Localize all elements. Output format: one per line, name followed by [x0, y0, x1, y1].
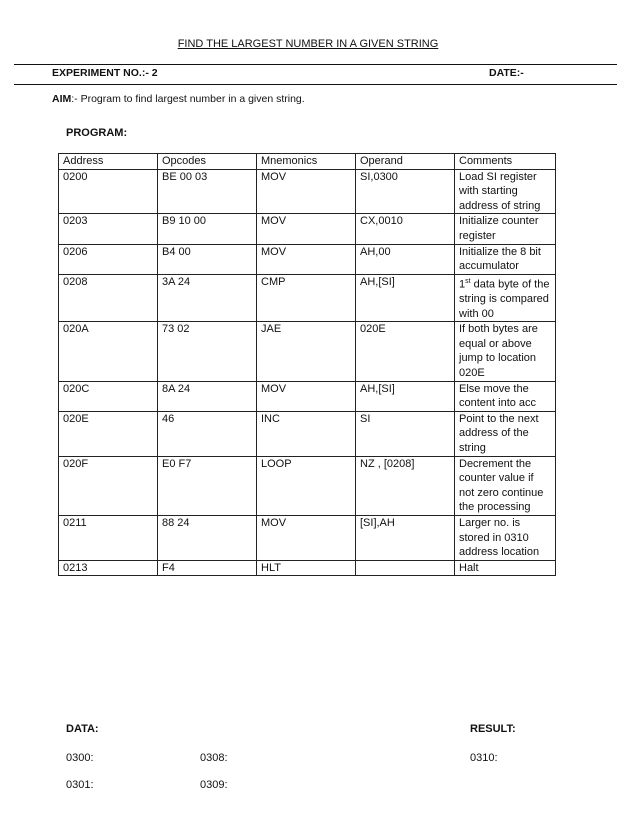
operand-cell: AH,[SI]: [356, 381, 455, 411]
mnemonic-cell: JAE: [257, 322, 356, 381]
mnemonic-cell: MOV: [257, 515, 356, 560]
aim-text: :- Program to find largest number in a given string.: [71, 93, 305, 105]
address-cell: 0211: [59, 515, 158, 560]
mnemonic-cell: MOV: [257, 214, 356, 244]
ordinal-suffix: st: [465, 277, 471, 285]
experiment-header: [52, 67, 622, 79]
comment-cell: Initialize counter register: [455, 214, 556, 244]
opcode-cell: 73 02: [158, 322, 257, 381]
ordinal-number: 1: [459, 278, 466, 291]
operand-cell: SI,0300: [356, 169, 455, 214]
opcode-cell: 46: [158, 411, 257, 456]
comment-cell: Halt: [455, 560, 556, 576]
mnemonic-cell: CMP: [257, 274, 356, 321]
table-row: [59, 244, 556, 274]
operand-cell: AH,00: [356, 244, 455, 274]
address-cell: 020E: [59, 411, 158, 456]
data-heading: DATA:: [66, 723, 99, 735]
address-cell: 0203: [59, 214, 158, 244]
address-cell: 0208: [59, 274, 158, 321]
operand-cell: [SI],AH: [356, 515, 455, 560]
table-row: [59, 560, 556, 576]
mnemonic-cell: INC: [257, 411, 356, 456]
table-row: [59, 274, 556, 321]
experiment-number: EXPERIMENT NO.:- 2: [52, 67, 158, 79]
program-heading: PROGRAM:: [66, 127, 128, 139]
opcode-cell: 88 24: [158, 515, 257, 560]
opcode-cell: 8A 24: [158, 381, 257, 411]
opcode-cell: F4: [158, 560, 257, 576]
comment-cell: Load SI register with starting address of string: [455, 169, 556, 214]
comment-cell: Point to the next address of the string: [455, 411, 556, 456]
opcode-cell: BE 00 03: [158, 169, 257, 214]
operand-cell: AH,[SI]: [356, 274, 455, 321]
date-label: DATE:-: [489, 67, 524, 79]
table-row: [59, 515, 556, 560]
address-cell: 0213: [59, 560, 158, 576]
opcode-cell: E0 F7: [158, 456, 257, 515]
comment-cell: Else move the content into acc: [455, 381, 556, 411]
aim-label: AIM: [52, 93, 72, 105]
mnemonic-cell: HLT: [257, 560, 356, 576]
comment-cell: Larger no. is stored in 0310 address location: [455, 515, 556, 560]
aim-statement: [52, 93, 305, 105]
comment-cell: If both bytes are equal or above jump to location 020E: [455, 322, 556, 381]
column-header-opcodes: Opcodes: [158, 154, 257, 170]
table-row: [59, 214, 556, 244]
address-cell: 020C: [59, 381, 158, 411]
table-row: [59, 169, 556, 214]
column-header-address: Address: [59, 154, 158, 170]
mnemonic-cell: MOV: [257, 244, 356, 274]
result-heading: RESULT:: [470, 723, 516, 735]
table-row: [59, 322, 556, 381]
address-cell: 020A: [59, 322, 158, 381]
opcode-cell: B9 10 00: [158, 214, 257, 244]
comment-cell: Decrement the counter value if not zero continue the processing: [455, 456, 556, 515]
data-address-0308: 0308:: [200, 752, 228, 764]
opcode-cell: B4 00: [158, 244, 257, 274]
address-cell: 020F: [59, 456, 158, 515]
data-address-0309: 0309:: [200, 779, 228, 791]
operand-cell: NZ , [0208]: [356, 456, 455, 515]
column-header-operand: Operand: [356, 154, 455, 170]
operand-cell: [356, 560, 455, 576]
comment-text: data byte of the string is compared with 00: [459, 278, 550, 320]
data-address-0301: 0301:: [66, 779, 94, 791]
operand-cell: SI: [356, 411, 455, 456]
operand-cell: 020E: [356, 322, 455, 381]
comment-cell: [455, 274, 556, 321]
operand-cell: CX,0010: [356, 214, 455, 244]
mnemonic-cell: MOV: [257, 381, 356, 411]
address-cell: 0206: [59, 244, 158, 274]
program-table: [58, 153, 556, 576]
bottom-divider: [14, 84, 617, 85]
table-row: [59, 456, 556, 515]
top-divider: [14, 64, 617, 65]
result-address-0310: 0310:: [470, 752, 498, 764]
page-title: FIND THE LARGEST NUMBER IN A GIVEN STRING: [177, 38, 439, 50]
mnemonic-cell: LOOP: [257, 456, 356, 515]
table-row: [59, 381, 556, 411]
address-cell: 0200: [59, 169, 158, 214]
column-header-comments: Comments: [455, 154, 556, 170]
column-header-mnemonics: Mnemonics: [257, 154, 356, 170]
data-address-0300: 0300:: [66, 752, 94, 764]
table-header-row: [59, 154, 556, 170]
mnemonic-cell: MOV: [257, 169, 356, 214]
table-row: [59, 411, 556, 456]
comment-cell: Initialize the 8 bit accumulator: [455, 244, 556, 274]
opcode-cell: 3A 24: [158, 274, 257, 321]
